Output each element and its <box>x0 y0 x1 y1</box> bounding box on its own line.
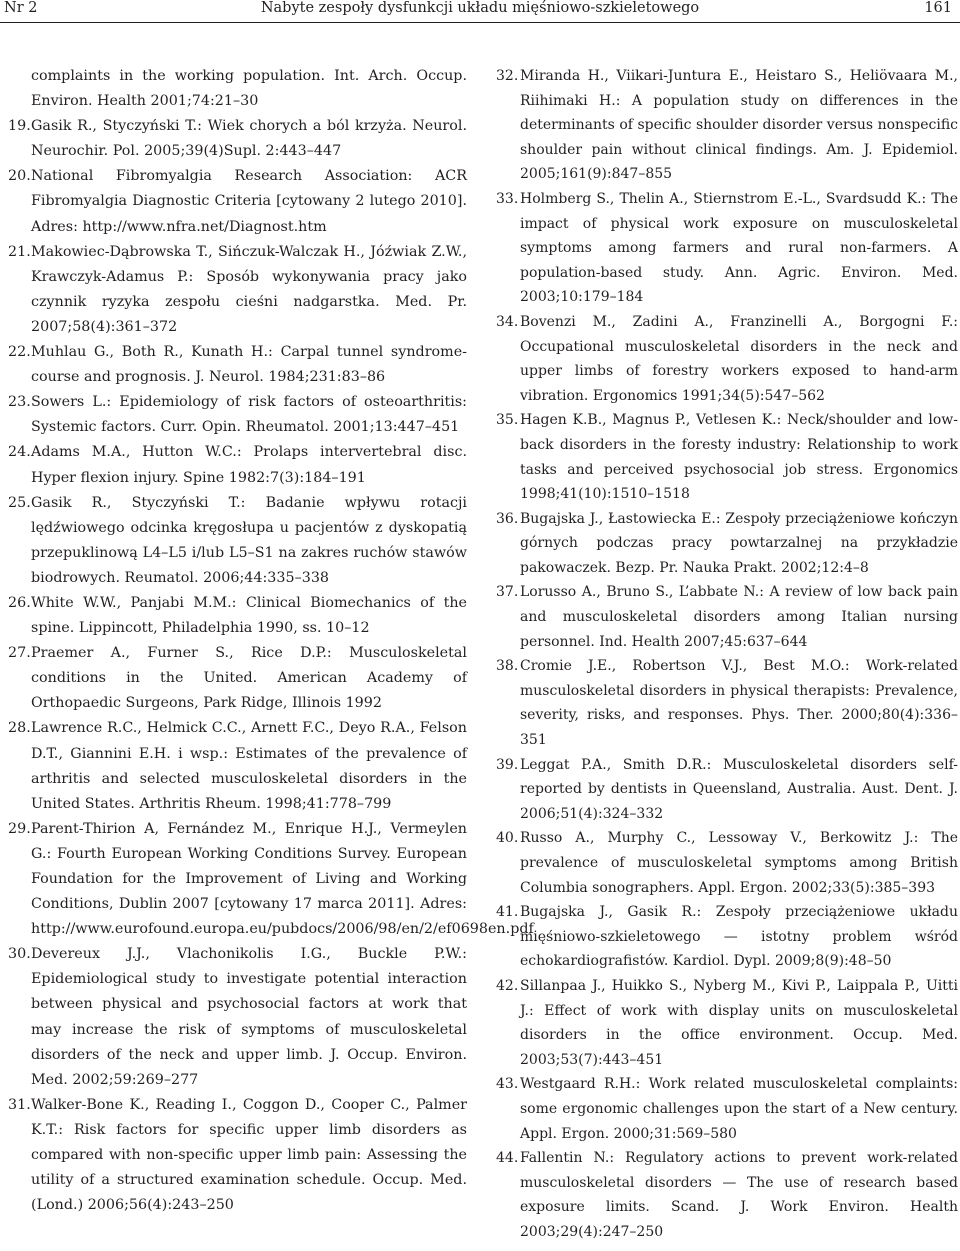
reference-number: 41. <box>496 904 519 921</box>
page-number: 161 <box>924 0 952 16</box>
reference-number: 22. <box>8 344 31 361</box>
reference-number: 33. <box>496 190 519 207</box>
reference-text: Leggat P.A., Smith D.R.: Musculoskeletal disorders self-reported by dentists in Queensland, Australia. Aust. Dent. J. 2006;51(4):324–332 <box>520 756 958 822</box>
reference-text: National Fibromyalgia Research Association: ACR Fibromyalgia Diagnostic Criteria [cytowany 2 lutego 2010]. Adres: http://www.nfra.net/Diagnost.htm <box>31 168 467 235</box>
reference-number: 42. <box>496 977 519 994</box>
reference-text: Westgaard R.H.: Work related musculoskeletal complaints: some ergonomic challenges upon the start of a New century. Appl. Ergon. 2000;31:569–580 <box>520 1076 958 1142</box>
reference-text: Fallentin N.: Regulatory actions to prevent work-related musculoskeletal disorders — The use of research based exposure limits. Scand. J. Work Environ. Health 2003;29(4):247–250 <box>520 1150 958 1240</box>
reference-item <box>496 310 958 408</box>
reference-text: Miranda H., Viikari-Juntura E., Heistaro S., Heliövaara M., Riihimaki H.: A population study on differences in the determinants of specific shoulder disorder versus nonspecific shoulder pain without clinical findings. Am. J. Epidemiol. 2005;161(9):847–855 <box>520 68 958 183</box>
reference-item <box>496 826 958 900</box>
reference-text: Muhlau G., Both R., Kunath H.: Carpal tunnel syndrome-course and prognosis. J. Neurol. 1984;231:83–86 <box>31 344 467 386</box>
reference-item <box>496 974 958 1072</box>
reference-text: Devereux J.J., Vlachonikolis I.G., Buckle P.W.: Epidemiological study to investigate potential interaction between physical and psychosocial factors at work that may increase the risk of symptoms of musculoskeletal disorders of the neck and upper limb. J. Occup. Environ. Med. 2002;59:269–277 <box>31 946 467 1088</box>
reference-item <box>496 1072 958 1146</box>
reference-text: Bugajska J., Gasik R.: Zespoły przeciążeniowe układu mięśniowo-szkieletowego — istotny problem wśród echokardiografistów. Kardiol. Dypl. 2009;8(9):48–50 <box>520 904 958 970</box>
reference-item <box>8 114 467 164</box>
reference-number: 27. <box>8 645 31 662</box>
issue-number: Nr 2 <box>4 0 38 16</box>
reference-continuation <box>8 64 467 114</box>
reference-text: Bugajska J., Łastowiecka E.: Zespoły przeciążeniowe kończyn górnych podczas pracy powtarzalnej na przykładzie pakowaczek. Bezp. Pr. Nauka Prakt. 2002;12:4–8 <box>520 510 958 576</box>
reference-text: Hagen K.B., Magnus P., Vetlesen K.: Neck/shoulder and low-back disorders in the foresty industry: Relationship to work tasks and perceived psychosocial job stress. Ergonomics 1998;41(10):1510–1518 <box>520 412 958 503</box>
reference-number: 24. <box>8 444 31 461</box>
reference-item <box>8 240 467 340</box>
reference-text: Parent-Thirion A, Fernández M., Enrique H.J., Vermeylen G.: Fourth European Working Conditions Survey. European Foundation for the Improvement of Living and Working Conditions, Dublin 2007 [cytowany 17 marca 2011]. Adres: http://www.eurofound.europa.eu/pubdocs/2006/98/en/2/ef0698en.pdf <box>31 820 534 938</box>
reference-text: Gasik R., Styczyński T.: Badanie wpływu rotacji lędźwiowego odcinka kręgosłupa u pacjentów z dyskopatią przepuklinową L4–L5 i/lub L5–S1 na zakres ruchów stawów biodrowych. Reumatol. 2006;44:335–338 <box>31 494 467 586</box>
reference-text: Holmberg S., Thelin A., Stiernstrom E.-L., Svardsudd K.: The impact of physical work exposure on musculoskeletal symptoms among farmers and rural non-farmers. A population-based study. Ann. Agric. Environ. Med. 2003;10:179–184 <box>520 190 958 306</box>
reference-number: 44. <box>496 1150 519 1167</box>
running-title: Nabyte zespoły dysfunkcji układu mięśniowo-szkieletowego <box>260 0 700 16</box>
reference-item <box>496 507 958 581</box>
reference-text: Adams M.A., Hutton W.C.: Prolaps intervertebral disc. Hyper flexion injury. Spine 1982:7(3):184–191 <box>31 444 467 486</box>
reference-number: 25. <box>8 494 31 511</box>
reference-number: 21. <box>8 243 31 260</box>
reference-text: Bovenzi M., Zadini A., Franzinelli A., Borgogni F.: Occupational musculoskeletal disorders in the neck and upper limbs of forestry workers exposed to hand-arm vibration. Ergonomics 1991;34(5):547–562 <box>520 313 958 404</box>
reference-number: 43. <box>496 1076 519 1093</box>
reference-number: 32. <box>496 68 519 84</box>
reference-item <box>8 716 467 816</box>
references-right-column <box>496 64 958 1245</box>
reference-item <box>496 1146 958 1244</box>
reference-item <box>496 654 958 752</box>
reference-item <box>496 187 958 310</box>
reference-number: 39. <box>496 756 519 773</box>
reference-number: 19. <box>8 118 31 135</box>
reference-number: 31. <box>8 1096 31 1113</box>
reference-text: Sillanpaa J., Huikko S., Nyberg M., Kivi P., Laippala P., Uitti J.: Effect of work with display units on musculoskeletal disorders in the office environment. Occup. Med. 2003;53(7):443–451 <box>520 977 958 1068</box>
reference-text: Gasik R., Styczyński T.: Wiek chorych a ból krzyża. Neurol. Neurochir. Pol. 2005;39(4)Supl. 2:443–447 <box>31 118 467 160</box>
reference-number: 29. <box>8 820 31 837</box>
reference-number: 23. <box>8 394 31 411</box>
reference-number: 34. <box>496 313 519 330</box>
reference-text: Lawrence R.C., Helmick C.C., Arnett F.C., Deyo R.A., Felson D.T., Giannini E.H. i wsp.: Estimates of the prevalence of arthritis and selected musculoskeletal disorders in the United States. Arthritis Rheum. 1998;41:778–799 <box>31 720 467 812</box>
reference-item <box>8 591 467 641</box>
reference-number: 40. <box>496 830 519 847</box>
reference-text: Makowiec-Dąbrowska T., Sińczuk-Walczak H., Jóźwiak Z.W., Krawczyk-Adamus P.: Sposób wykonywania pracy jako czynnik ryzyka zespołu cieśni nadgarstka. Med. Pr. 2007;58(4):361–372 <box>31 243 467 335</box>
reference-item <box>8 340 467 390</box>
reference-number: 38. <box>496 658 519 675</box>
reference-item <box>496 408 958 506</box>
reference-text: Sowers L.: Epidemiology of risk factors of osteoarthritis: Systemic factors. Curr. Opin. Rheumatol. 2001;13:447–451 <box>31 394 467 436</box>
reference-item <box>8 491 467 591</box>
reference-number: 26. <box>8 594 31 611</box>
reference-text: Praemer A., Furner S., Rice D.P.: Musculoskeletal conditions in the United. American Academy of Orthopaedic Surgeons, Park Ridge, Illinois 1992 <box>31 645 467 712</box>
reference-number: 37. <box>496 584 519 601</box>
reference-item <box>8 942 467 1093</box>
reference-item <box>8 390 467 440</box>
reference-item <box>496 64 958 187</box>
reference-number: 36. <box>496 510 519 527</box>
reference-item <box>496 753 958 827</box>
reference-text: complaints in the working population. Int. Arch. Occup. Environ. Health 2001;74:21–30 <box>31 68 467 110</box>
header-rule <box>0 22 960 23</box>
reference-text: Walker-Bone K., Reading I., Coggon D., Cooper C., Palmer K.T.: Risk factors for specific upper limb disorders as compared with non-specific upper limb pain: Assessing the utility of a structured examination schedule. Occup. Med. (Lond.) 2006;56(4):243–250 <box>31 1096 467 1214</box>
reference-number: 20. <box>8 168 31 185</box>
reference-text: Russo A., Murphy C., Lessoway V., Berkowitz J.: The prevalence of musculoskeletal symptoms among British Columbia sonographers. Appl. Ergon. 2002;33(5):385–393 <box>520 830 958 896</box>
reference-number: 30. <box>8 946 31 963</box>
reference-text: Cromie J.E., Robertson V.J., Best M.O.: Work-related musculoskeletal disorders in physical therapists: Prevalence, severity, risks, and responses. Phys. Ther. 2000;80(4):336–351 <box>520 658 958 749</box>
reference-item <box>496 900 958 974</box>
reference-item <box>8 164 467 239</box>
reference-item <box>8 641 467 716</box>
reference-number: 35. <box>496 412 519 429</box>
reference-list <box>496 64 958 1245</box>
reference-text: Lorusso A., Bruno S., L’abbate N.: A review of low back pain and musculoskeletal disorders among Italian nursing personnel. Ind. Health 2007;45:637–644 <box>520 584 958 650</box>
reference-item <box>8 440 467 490</box>
reference-number: 28. <box>8 720 31 737</box>
reference-item <box>496 580 958 654</box>
reference-item <box>8 1093 467 1218</box>
running-header <box>0 0 960 24</box>
reference-text: White W.W., Panjabi M.M.: Clinical Biomechanics of the spine. Lippincott, Philadelphia 1990, ss. 10–12 <box>31 594 467 637</box>
